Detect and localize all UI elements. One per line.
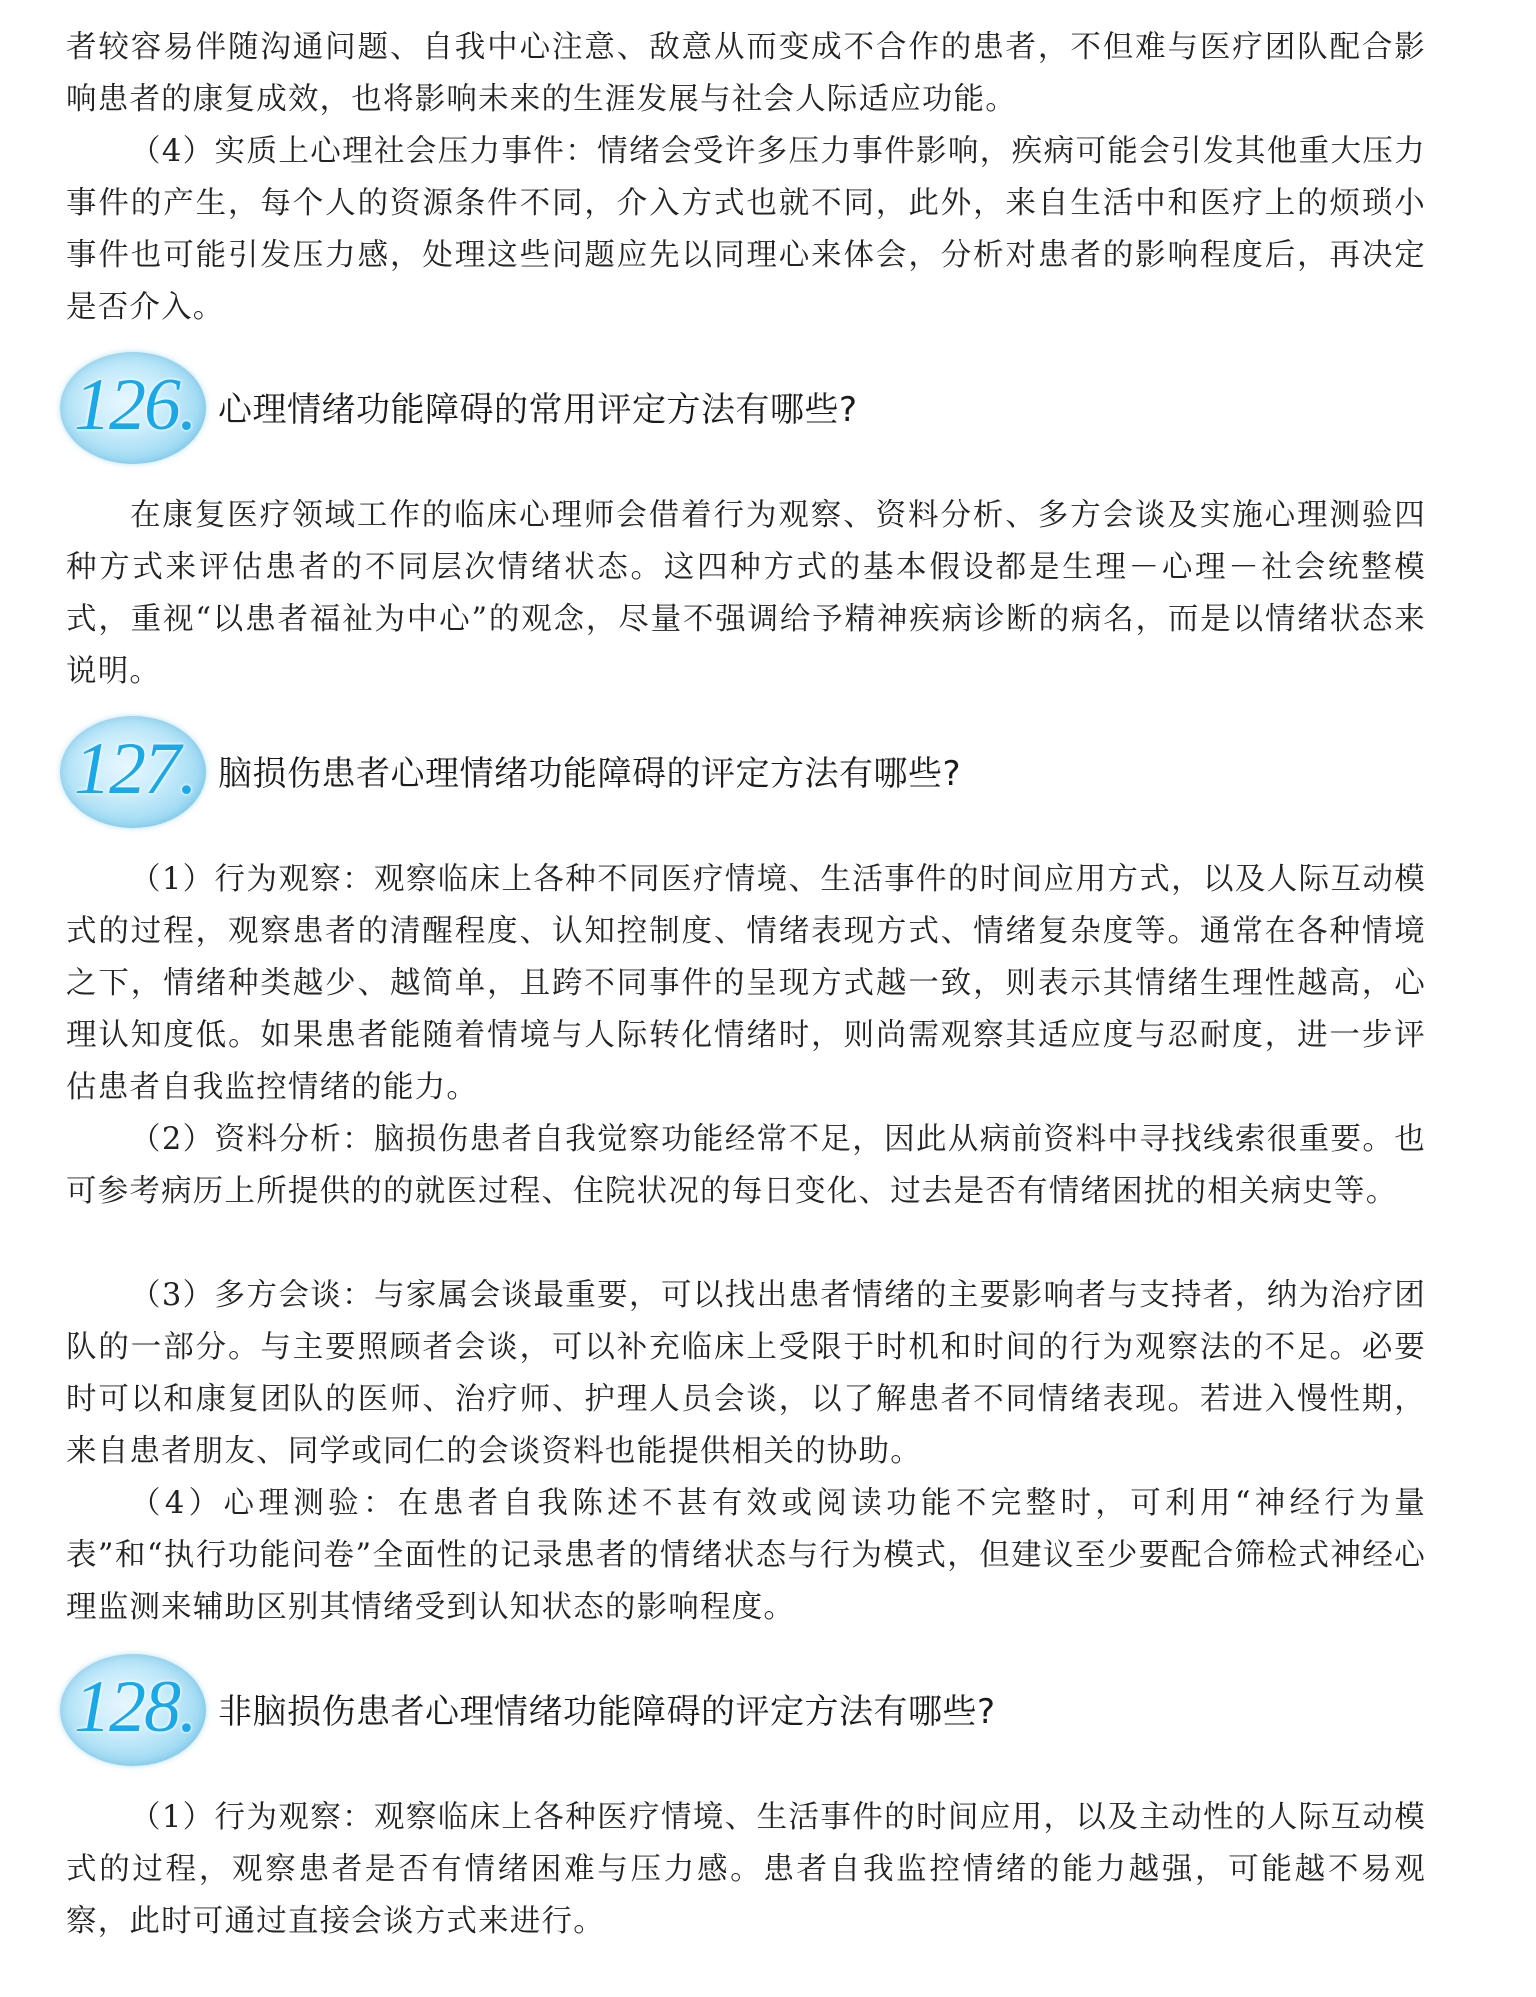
question-number: 126. xyxy=(74,364,196,446)
question-title: 心理情绪功能障碍的常用评定方法有哪些? xyxy=(218,390,858,430)
q127-paragraph-4: （4）心理测验：在患者自我陈述不甚有效或阅读功能不完整时，可利用“神经行为量表”和“执行功能问卷”全面性的记录患者的情绪状态与行为模式，但建议至少要配合筛检式神经心理监测来辅助区别其情绪受到认知状态的影响程度。 xyxy=(66,1486,1426,1625)
q127-paragraph-3: （3）多方会谈：与家属会谈最重要，可以找出患者情绪的主要影响者与支持者，纳为治疗团队的一部分。与主要照顾者会谈，可以补充临床上受限于时机和时间的行为观察法的不足。必要时可以和康复团队的医师、治疗师、护理人员会谈，以了解患者不同情绪表现。若进入慢性期，来自患者朋友、同学或同仁的会谈资料也能提供相关的协助。 xyxy=(66,1278,1426,1469)
question-128-header xyxy=(60,1654,1460,1774)
q127-paragraph-1: （1）行为观察：观察临床上各种不同医疗情境、生活事件的时间应用方式，以及人际互动模式的过程，观察患者的清醒程度、认知控制度、情绪表现方式、情绪复杂度等。通常在各种情境之下，情绪种类越少、越简单，且跨不同事件的呈现方式越一致，则表示其情绪生理性越高，心理认知度低。如果患者能随着情境与人际转化情绪时，则尚需观察其适应度与忍耐度，进一步评估患者自我监控情绪的能力。 xyxy=(66,862,1426,1105)
q128-paragraph-1: （1）行为观察：观察临床上各种医疗情境、生活事件的时间应用，以及主动性的人际互动模式的过程，观察患者是否有情绪困难与压力感。患者自我监控情绪的能力越强，可能越不易观察，此时可通过直接会谈方式来进行。 xyxy=(66,1800,1426,1939)
question-126-header xyxy=(60,352,1460,472)
intro-paragraph-1: 者较容易伴随沟通问题、自我中心注意、敌意从而变成不合作的患者，不但难与医疗团队配合影响患者的康复成效，也将影响未来的生涯发展与社会人际适应功能。 xyxy=(66,30,1426,117)
intro-paragraph-2: （4）实质上心理社会压力事件：情绪会受许多压力事件影响，疾病可能会引发其他重大压力事件的产生，每个人的资源条件不同，介入方式也就不同，此外，来自生活中和医疗上的烦琐小事件也可能引发压力感，处理这些问题应先以同理心来体会，分析对患者的影响程度后，再决定是否介入。 xyxy=(66,134,1426,325)
q127-paragraph-2: （2）资料分析：脑损伤患者自我觉察功能经常不足，因此从病前资料中寻找线索很重要。也可参考病历上所提供的的就医过程、住院状况的每日变化、过去是否有情绪困扰的相关病史等。 xyxy=(66,1122,1426,1209)
question-number: 127. xyxy=(74,728,196,810)
q126-paragraph-1: 在康复医疗领域工作的临床心理师会借着行为观察、资料分析、多方会谈及实施心理测验四种方式来评估患者的不同层次情绪状态。这四种方式的基本假设都是生理－心理－社会统整模式，重视“以患者福祉为中心”的观念，尽量不强调给予精神疾病诊断的病名，而是以情绪状态来说明。 xyxy=(66,498,1426,689)
question-title: 非脑损伤患者心理情绪功能障碍的评定方法有哪些? xyxy=(218,1692,996,1732)
question-number: 128. xyxy=(74,1666,196,1748)
question-127-header xyxy=(60,716,1460,836)
question-title: 脑损伤患者心理情绪功能障碍的评定方法有哪些? xyxy=(218,754,962,794)
